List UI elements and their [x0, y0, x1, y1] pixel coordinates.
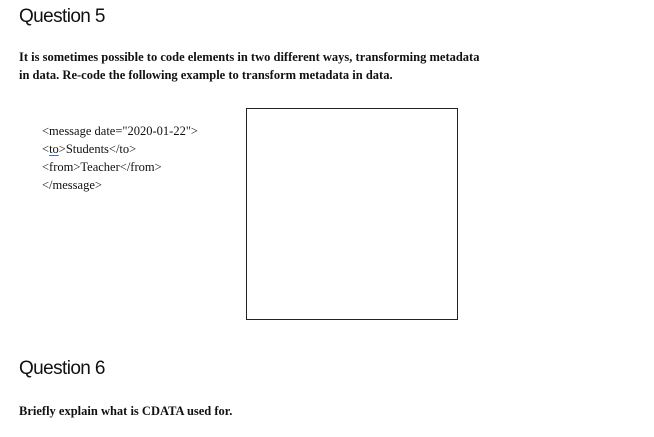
code-line-to [42, 140, 198, 158]
question-5-heading: Question 5 [19, 6, 105, 27]
question-6-heading: Question 6 [19, 358, 105, 379]
xml-code-example [42, 122, 198, 194]
code-line-from: <from>Teacher</from> [42, 160, 162, 174]
code-line-to-rest: >Students</to> [58, 142, 137, 156]
code-line-message-close: </message> [42, 178, 102, 192]
question-5-prompt: It is sometimes possible to code elements in two different ways, transforming metadata in data. Re-code the following example to transform metadata in data. [19, 50, 480, 82]
code-line-message-open: <message date="2020-01-22"> [42, 124, 198, 138]
answer-box[interactable] [246, 108, 458, 320]
code-line-to-tag: to [49, 142, 59, 156]
code-line-to-lt: < [42, 142, 50, 156]
question-6-prompt: Briefly explain what is CDATA used for. [19, 404, 233, 418]
